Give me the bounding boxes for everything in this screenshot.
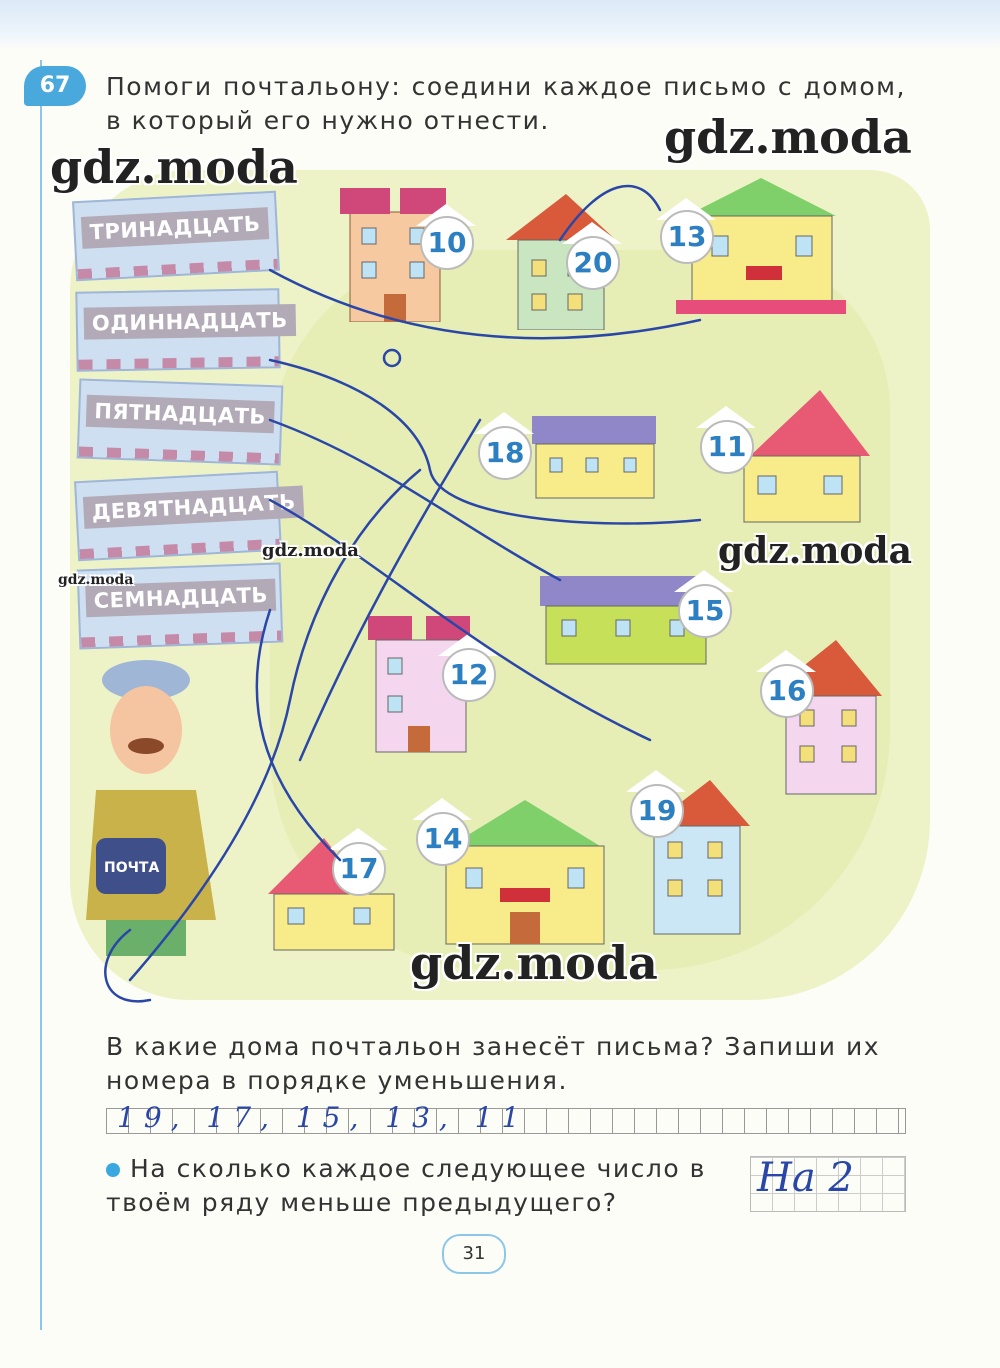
house-number: 10 [420,216,474,270]
letter-word: ТРИНАДЦАТЬ [81,207,269,249]
watermark: gdz.moda [262,540,359,561]
watermark: gdz.moda [410,936,658,990]
answer-grid [106,1101,906,1134]
handwritten-answer: На 2 [757,1155,854,1201]
question-text: В какие дома почтальон занесёт письма? Запиши их номера в порядке уменьшения. [106,1032,880,1095]
letter-word: ДЕВЯТНАДЦАТЬ [83,485,305,528]
watermark: gdz.moda [718,530,912,572]
watermark: gdz.moda [50,140,298,194]
house-number: 13 [660,210,714,264]
watermark: gdz.moda [58,572,134,588]
house-number: 12 [442,648,496,702]
house-number: 19 [630,784,684,838]
watermark: gdz.moda [664,110,912,164]
bullet-question [106,1152,746,1220]
handwritten-answer: 19, 17, 15, 13, 11 [117,1101,529,1134]
postman-bag-label: ПОЧТА [104,860,160,876]
house-number: 16 [760,664,814,718]
bullet-dot [106,1163,120,1177]
house-number: 11 [700,420,754,474]
house-number: 20 [566,236,620,290]
house-number: 18 [478,426,532,480]
letter-word: СЕМНАДЦАТЬ [85,579,276,618]
answer-grid-small [750,1156,906,1212]
letter-word: ПЯТНАДЦАТЬ [86,395,275,434]
house-number: 15 [678,584,732,638]
task-instruction: Помоги почтальону: соедини каждое письмо с домом, в который его нужно отнести. [106,72,906,135]
bullet-question-text: На сколько каждое следующее число в твоём ряду меньше предыдущего? [106,1154,706,1217]
house-number: 14 [416,812,470,866]
letter-word: ОДИННАДЦАТЬ [84,304,296,340]
task-number-badge: 67 [24,66,86,106]
house-number: 17 [332,842,386,896]
page-number: 31 [442,1234,506,1274]
